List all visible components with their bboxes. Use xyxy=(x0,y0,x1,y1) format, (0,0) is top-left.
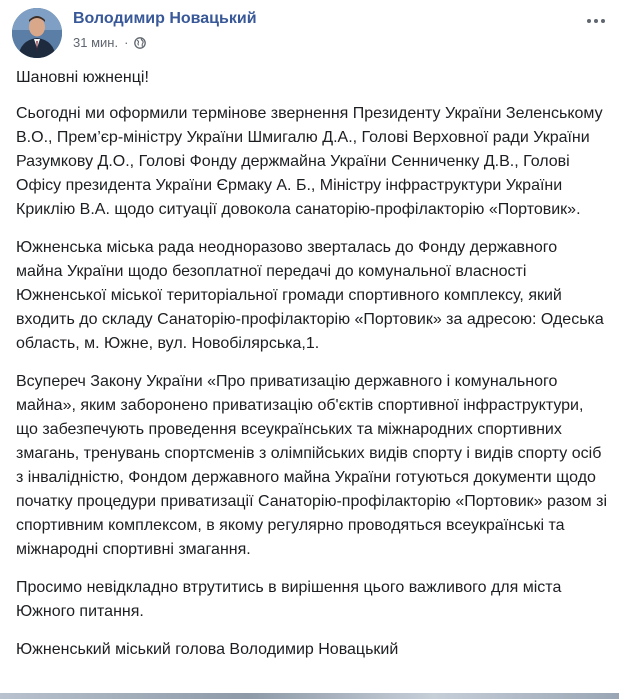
globe-icon[interactable] xyxy=(134,37,146,49)
post-signature: Южненський міський голова Володимир Новацький xyxy=(16,641,399,658)
profile-photo xyxy=(12,8,62,58)
post-timestamp[interactable]: 31 мин. xyxy=(73,35,119,50)
post-paragraph: Южненська міська рада неодноразово зверталась до Фонду державного майна України щодо безоплатної передачі до комунальної власності Южненської міської територіальної громади спортивного комплексу, який входить до складу Санаторію-профілакторію «Портовик» за адресою: Одеська область, м. Южне, вул. Новобілярська,1. xyxy=(16,239,604,352)
meta-separator: · xyxy=(124,35,129,50)
post-paragraph: Сьогодні ми оформили термінове звернення Президенту України Зеленському В.О., Прем’єр-міністру України Шмигалю Д.А., Голові Верховної ради України Разумкову Д.О., Голові Фонду держмайна України Сенниченку Д.В., Голові Офісу президента України Єрмаку А. Б., Міністру інфраструктури України Криклію В.А. щодо ситуації довокола санаторію-профілакторію «Портовик». xyxy=(16,105,603,218)
post-greeting: Шановні южненці! xyxy=(16,69,149,86)
post-paragraph: Просимо невідкладно втрутитись в вирішення цього важливого для міста Южного питання. xyxy=(16,579,562,620)
post-header xyxy=(12,8,607,58)
attached-image-edge[interactable] xyxy=(0,693,619,699)
post-paragraph: Всупереч Закону України «Про приватизацію державного і комунального майна», яким заборонено приватизацію об'єктів спортивної інфраструктури, що забезпечують проведення всеукраїнських та міжнародних спортивних змагань, тренувань спортсменів з олімпійських видів спорту і видів спорту осіб з інвалідністю, Фондом державного майна України готуються документи щодо початку процедури приватизації Санаторію-профілакторію «Портовик» разом зі спортивним комплексом, в якому регулярно проводяться всеукраїнські та міжнародні спортивні змагання. xyxy=(16,373,608,558)
avatar[interactable] xyxy=(12,8,62,58)
more-options-icon[interactable] xyxy=(585,14,607,28)
post-meta xyxy=(73,35,146,50)
post-body xyxy=(16,66,608,676)
author-name-link[interactable]: Володимир Новацький xyxy=(73,10,257,27)
